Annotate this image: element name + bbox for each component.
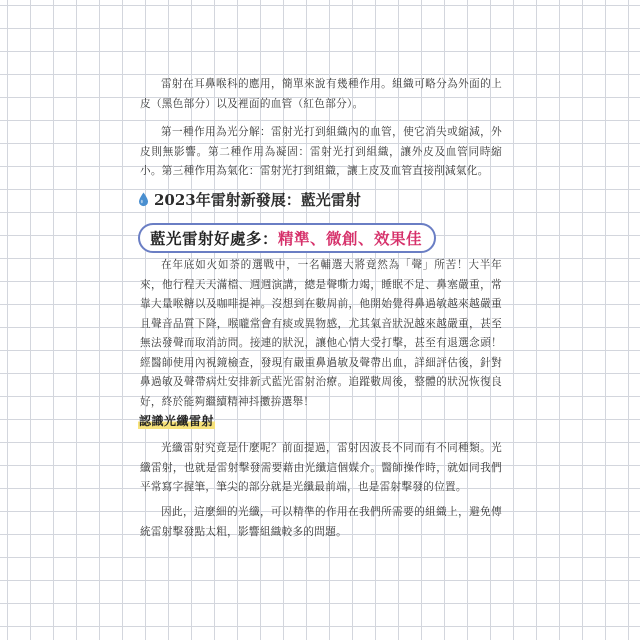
callout-lead: 藍光雷射好處多： [150,230,279,248]
laser-functions-paragraph: 第一種作用為光分解：雷射光打到組織內的血管，使它消失或縮減，外皮則無影響。第二種作用為凝固：雷射光打到組織，讓外皮及血管同時縮小。第三種作用為氣化：雷射光打到組織，讓上皮及血管直接削減氣化。 [140,126,502,177]
case-story-paragraph: 在年底如火如荼的選戰中，一名輔選大將竟然為「聲」所苦！大半年來，他行程天天滿檔、週週演講，總是聲嘶力竭，睡眠不足、鼻塞嚴重，常靠大量喉糖以及咖啡提神。沒想到在數周前，他開始覺得鼻過敏越來越嚴重且聲音品質下降，喉嚨常會有痰或異物感，尤其氣音狀況越來越嚴重，甚至無法發聲而取消訪問。接連的狀況，讓他心情大受打擊，甚至有退選念頭！經醫師使用內視鏡檢查，發現有嚴重鼻過敏及聲帶出血，詳細評估後，針對鼻過敏及聲帶病灶安排新式藍光雷射治療。追蹤數周後，整體的狀況恢復良好，終於能夠繼續精神抖擻拚選舉！ [140,259,502,408]
subheading-fiber-laser: 認識光纖雷射 [139,414,215,428]
fiber-laser-paragraph: 光纖雷射究竟是什麼呢？前面提過，雷射因波長不同而有不同種類。光纖雷射，也就是雷射擊發需要藉由光纖這個媒介。醫師操作時，就如同我們平常寫字握筆，筆尖的部分就是光纖最前端，也是雷射擊發的位置。 [140,442,502,493]
callout-highlight: 精準、微創、效果佳 [278,230,423,248]
fiber-precision-paragraph: 因此，這麼細的光纖，可以精準的作用在我們所需要的組織上，避免傳統雷射擊發點太粗，影響組織較多的問題。 [140,506,502,538]
intro-paragraph: 雷射在耳鼻喉科的應用，簡單來說有幾種作用。組織可略分為外面的上皮（黑色部分）以及裡面的血管（紅色部分）。 [140,78,502,110]
benefits-callout [138,223,436,253]
section-heading [138,189,361,210]
water-drop-icon [138,192,149,207]
section-heading-text: 2023年雷射新發展：藍光雷射 [154,191,361,209]
